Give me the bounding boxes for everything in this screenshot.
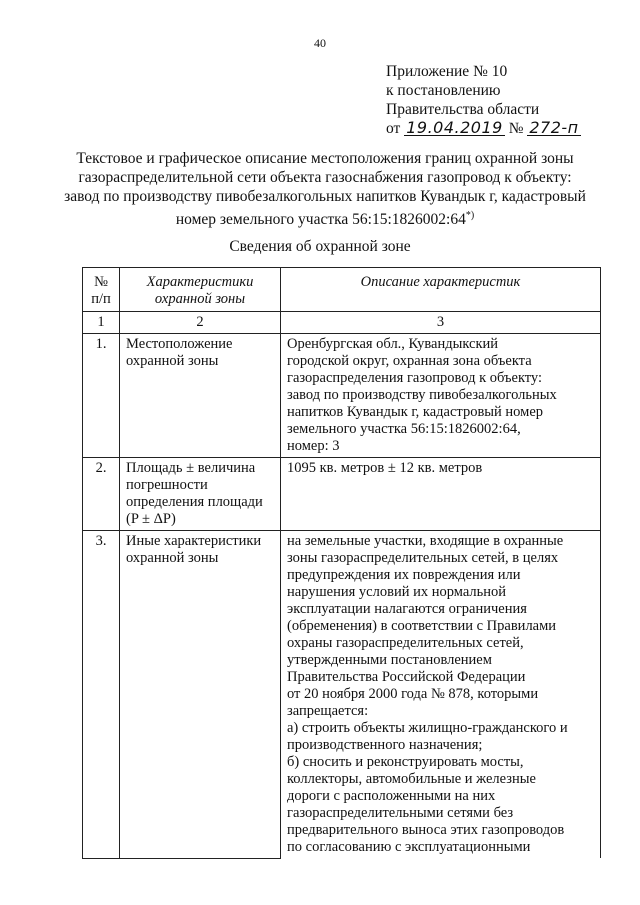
row-description: 1095 кв. метров ± 12 кв. метров [281,458,601,531]
row-number: 2. [83,458,120,531]
handwritten-date: 19.04.2019 [406,118,503,137]
section-title: Сведения об охранной зоне [229,238,411,255]
zone-info-table [82,267,601,859]
row-description: Оренбургская обл., Кувандыкский городской округ, охранная зона объекта газораспределения газопровод к объекту: завод по производству пивобезалкогольных напитков Кувандык г, кадастровый номер земельного участка 56:15:1826002:64, номер: 3 [281,334,601,458]
header-characteristic: Характеристики охранной зоны [120,268,281,312]
header-number: № п/п [83,268,120,312]
row-number: 3. [83,531,120,859]
row-number: 1. [83,334,120,458]
row-description: на земельные участки, входящие в охранные зоны газораспределительных сетей, в целях предупреждения их повреждения или нарушения условий их нормальной эксплуатации налагаются ограничения (обременения) в соответствии с Правилами охраны газораспределительных сетей, утвержденными постановлением Правительства Российской Федерации от 20 ноября 2000 года № 878, которыми запрещается: а) строить объекты жилищно-гражданского и производственного назначения; б) сносить и реконструировать мосты, коллекторы, автомобильные и железные дороги с расположенными на них газораспределительными сетями без предварительного выноса этих газопроводов по согласованию с эксплуатационными [281,531,601,859]
column-number: 3 [281,312,601,334]
row-characteristic: Площадь ± величина погрешности определения площади (P ± ΔP) [120,458,281,531]
appendix-date-line [386,119,581,138]
header-description: Описание характеристик [281,268,601,312]
document-title [60,149,590,229]
appendix-block [386,62,581,138]
row-characteristic: Местоположение охранной зоны [120,334,281,458]
page-number: 40 [314,36,326,50]
table-row [83,334,601,458]
column-number: 2 [120,312,281,334]
column-number-row [83,312,601,334]
number-prefix: № [508,120,524,137]
handwritten-number: 272-п [529,118,579,137]
appendix-line-3: Правительства области [386,101,540,118]
document-title-text: Текстовое и графическое описание местоположения границ охранной зоны газораспределительной сети объекта газоснабжения газопровод к объекту: завод по производству пивобезалкогольных напитков Кувандык г, кадастровый номер земельного участка 56:15:1826002:64 [64,150,586,229]
table-row [83,531,601,859]
table-row [83,458,601,531]
footnote-mark: *) [465,210,475,221]
row-characteristic: Иные характеристики охранной зоны [120,531,281,859]
appendix-line-2: к постановлению [386,82,501,99]
column-number: 1 [83,312,120,334]
table-header-row [83,268,601,312]
appendix-line-1: Приложение № 10 [386,63,508,80]
date-prefix: от [386,120,401,137]
